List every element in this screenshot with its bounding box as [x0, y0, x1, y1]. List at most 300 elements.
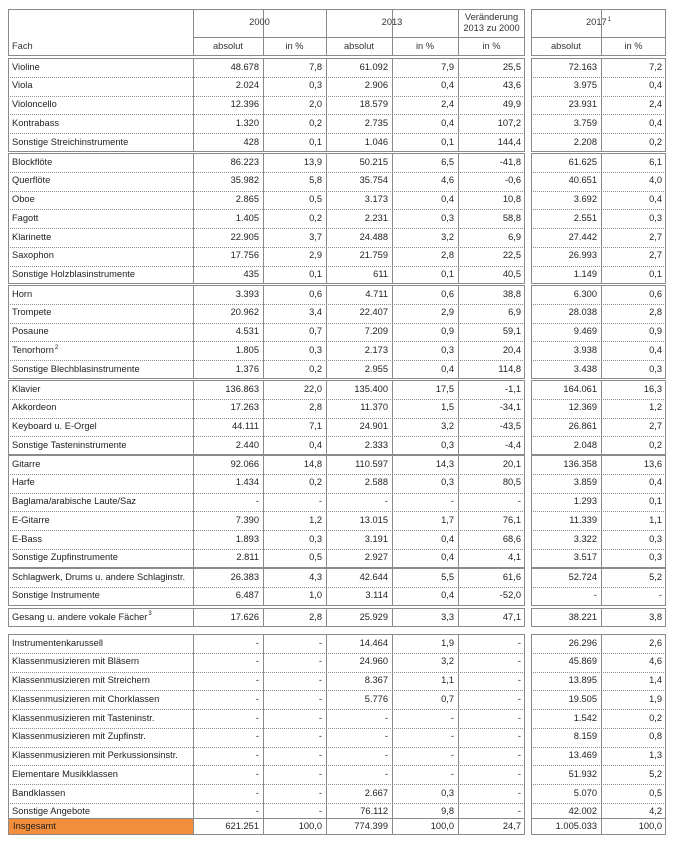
cell-chg: [458, 191, 525, 210]
cell-a2013: [326, 360, 392, 379]
cell-a2000: [193, 493, 263, 512]
cell-a2013: [326, 530, 392, 549]
cell-a2013: [326, 399, 392, 418]
cell-p2013: [392, 474, 458, 493]
cell-p2000: [263, 653, 326, 672]
cell-chg-text: -: [517, 787, 521, 798]
cell-a2000-text: -: [255, 787, 259, 798]
year-2017-header: 2017 $^1$: [585, 17, 612, 28]
cell-a2013-text: 2.927: [364, 552, 388, 563]
cell-chg-text: -: [517, 675, 521, 686]
cell-a2017-text: 26.296: [568, 637, 597, 648]
cell-a2000: [193, 474, 263, 493]
cell-p2017: [601, 784, 666, 803]
cell-p2017: [601, 228, 666, 247]
cell-p2013-text: 3,2: [441, 231, 454, 242]
cell-a2017-text: 26.861: [568, 421, 597, 432]
cell-chg: [458, 285, 525, 304]
cell-p2017: [601, 511, 666, 530]
cell-p2000: [263, 436, 326, 455]
cell-a2017: [531, 436, 601, 455]
cell-a2000: [193, 58, 263, 77]
cell-p2000-text: 13,9: [303, 156, 322, 167]
cell-chg: [458, 399, 525, 418]
cell-chg: [458, 341, 525, 360]
fach-header-text: Fach: [12, 40, 33, 51]
total-chg: [458, 818, 525, 835]
row-label: [8, 634, 193, 653]
total-a2017: [531, 818, 601, 835]
cell-a2000-text: 2.440: [235, 439, 259, 450]
cell-p2017: [601, 380, 666, 399]
cell-p2017: [601, 209, 666, 228]
row-label: [8, 765, 193, 784]
cell-p2017-text: 0,2: [649, 136, 662, 147]
cell-p2000: [263, 266, 326, 285]
row-label-text: Sonstige Instrumente: [12, 590, 100, 601]
cell-p2013-text: 0,3: [441, 212, 454, 223]
cell-p2013-text: 1,7: [441, 514, 454, 525]
cell-p2017-text: 0,4: [649, 117, 662, 128]
cell-a2000: [193, 728, 263, 747]
cell-a2013-text: 24.901: [359, 421, 388, 432]
cell-a2017-text: 28.038: [568, 307, 597, 318]
cell-chg-text: -: [517, 750, 521, 761]
cell-chg: [458, 133, 525, 152]
cell-p2013-text: 0,4: [441, 194, 454, 205]
cell-p2013: [392, 511, 458, 530]
cell-chg: [458, 380, 525, 399]
cell-p2017: [601, 709, 666, 728]
cell-p2017: [601, 323, 666, 342]
cell-chg-text: -: [517, 693, 521, 704]
cell-a2017-text: 26.993: [568, 250, 597, 261]
cell-a2000: [193, 747, 263, 766]
cell-p2000: [263, 672, 326, 691]
cell-p2013: [392, 360, 458, 379]
cell-a2017: [531, 672, 601, 691]
cell-a2000: [193, 634, 263, 653]
cell-a2000: [193, 784, 263, 803]
cell-a2013: [326, 153, 392, 172]
cell-a2013: [326, 672, 392, 691]
cell-a2000-text: 17.626: [230, 611, 259, 622]
subheader-in_pct-3-text: in %: [415, 40, 435, 51]
cell-chg: [458, 153, 525, 172]
total-a2013-text: 774.399: [354, 820, 388, 831]
cell-a2000: [193, 77, 263, 96]
cell-chg-text: -4,4: [504, 439, 521, 450]
cell-chg-text: 20,4: [502, 344, 521, 355]
row-label-text: Querflöte: [12, 175, 51, 186]
cell-a2000-text: 35.982: [230, 175, 259, 186]
cell-a2000: [193, 323, 263, 342]
cell-a2013: [326, 247, 392, 266]
cell-p2017: [601, 133, 666, 152]
row-label: [8, 247, 193, 266]
cell-a2017: [531, 228, 601, 247]
cell-p2013-text: 7,9: [441, 61, 454, 72]
row-label-text: Klassenmusizieren mit Chorklassen: [12, 693, 160, 704]
row-label: [8, 530, 193, 549]
cell-p2000-text: 0,5: [309, 194, 322, 205]
cell-a2017: [531, 634, 601, 653]
cell-chg-text: -52,0: [499, 590, 521, 601]
cell-p2017-text: 0,4: [649, 477, 662, 488]
cell-p2013: [392, 653, 458, 672]
cell-p2000: [263, 304, 326, 323]
cell-a2017-text: 3.975: [573, 80, 597, 91]
row-label-text: Blockflöte: [12, 156, 53, 167]
cell-p2017: [601, 191, 666, 210]
cell-p2013-text: 14,3: [435, 458, 454, 469]
row-label-text: Bandklassen: [12, 787, 66, 798]
cell-a2013-text: 7.209: [364, 326, 388, 337]
cell-p2000: [263, 418, 326, 437]
cell-p2000: [263, 568, 326, 587]
cell-a2017-text: 2.048: [573, 439, 597, 450]
cell-p2017: [601, 474, 666, 493]
cell-a2000: [193, 228, 263, 247]
cell-p2013: [392, 304, 458, 323]
cell-a2013-text: 35.754: [359, 175, 388, 186]
cell-p2000-text: -: [318, 496, 322, 507]
cell-chg-text: 43,6: [502, 80, 521, 91]
cell-chg: [458, 530, 525, 549]
cell-a2013: [326, 653, 392, 672]
row-label: [8, 690, 193, 709]
cell-p2013-text: 5,5: [441, 571, 454, 582]
cell-p2017: [601, 653, 666, 672]
cell-p2017-text: 2,6: [649, 637, 662, 648]
year-2000-header-text: 2000: [249, 17, 270, 28]
cell-p2017-text: 7,2: [649, 61, 662, 72]
cell-p2013: [392, 228, 458, 247]
row-label-text: Sonstige Angebote: [12, 806, 91, 817]
cell-a2013: [326, 341, 392, 360]
row-label-text: Klassenmusizieren mit Streichern: [12, 675, 150, 686]
cell-chg: [458, 418, 525, 437]
cell-p2013: [392, 114, 458, 133]
cell-a2017: [531, 247, 601, 266]
row-label-text: Sonstige Zupfinstrumente: [12, 552, 118, 563]
cell-a2000-text: 435: [243, 269, 259, 280]
cell-p2000: [263, 634, 326, 653]
cell-p2000-text: 0,3: [309, 533, 322, 544]
cell-a2017-text: 13.469: [568, 750, 597, 761]
cell-p2017: [601, 341, 666, 360]
cell-a2017-text: 13.895: [568, 675, 597, 686]
cell-p2017: [601, 114, 666, 133]
row-label: [8, 728, 193, 747]
cell-a2017-text: 3.692: [573, 194, 597, 205]
total-a2017-text: 1.005.033: [555, 820, 597, 831]
row-label: [8, 133, 193, 152]
cell-a2000-text: 86.223: [230, 156, 259, 167]
cell-p2000-text: -: [318, 693, 322, 704]
cell-a2013-text: 25.929: [359, 611, 388, 622]
row-label-text: Kontrabass: [12, 117, 60, 128]
cell-chg: [458, 96, 525, 115]
row-label-text: Klassenmusizieren mit Tasteninstr.: [12, 712, 155, 723]
cell-a2017-text: 3.759: [573, 117, 597, 128]
cell-p2000-text: 5,8: [309, 175, 322, 186]
cell-a2013: [326, 511, 392, 530]
cell-a2000-text: 1.320: [235, 117, 259, 128]
cell-p2000-text: 0,5: [309, 552, 322, 563]
subheader-absolut-0: [193, 37, 263, 56]
cell-a2000-text: -: [255, 731, 259, 742]
subheader-in_pct-1: [263, 37, 326, 56]
cell-p2017-text: 0,3: [649, 552, 662, 563]
cell-p2017-text: 2,8: [649, 307, 662, 318]
cell-p2013-text: 0,4: [441, 363, 454, 374]
row-label-text: Klarinette: [12, 231, 52, 242]
cell-chg-text: 22,5: [502, 250, 521, 261]
subheader-absolut-5-text: absolut: [551, 40, 581, 51]
row-label-text: Posaune: [12, 326, 49, 337]
cell-p2000-text: 14,8: [303, 458, 322, 469]
cell-chg-text: -1,1: [504, 383, 521, 394]
row-label: [8, 114, 193, 133]
cell-chg: [458, 474, 525, 493]
cell-p2013: [392, 285, 458, 304]
cell-p2000: [263, 58, 326, 77]
cell-a2013-text: 2.588: [364, 477, 388, 488]
cell-p2013-text: 6,5: [441, 156, 454, 167]
subheader-in_pct-3: [392, 37, 458, 56]
cell-chg: [458, 228, 525, 247]
cell-p2000-text: -: [318, 712, 322, 723]
cell-a2013-text: 14.464: [359, 637, 388, 648]
cell-chg: [458, 511, 525, 530]
row-label-text: Violoncello: [12, 99, 57, 110]
subheader-absolut-0-text: absolut: [213, 40, 243, 51]
cell-chg: [458, 77, 525, 96]
cell-a2013: [326, 172, 392, 191]
cell-p2017-text: 0,3: [649, 363, 662, 374]
cell-p2017-text: 0,1: [649, 269, 662, 280]
row-label: [8, 511, 193, 530]
cell-a2017: [531, 549, 601, 568]
cell-p2000-text: 1,2: [309, 514, 322, 525]
row-label: [8, 672, 193, 691]
cell-p2017: [601, 747, 666, 766]
cell-p2017-text: 3,8: [649, 611, 662, 622]
cell-a2013-text: 24.960: [359, 656, 388, 667]
cell-p2000: [263, 285, 326, 304]
cell-p2017-text: 0,5: [649, 787, 662, 798]
cell-a2017: [531, 96, 601, 115]
row-label: [8, 228, 193, 247]
cell-p2017-text: 0,2: [649, 439, 662, 450]
cell-chg-text: 76,1: [502, 514, 521, 525]
subheader-in_pct-4-text: in %: [482, 40, 501, 51]
cell-a2013-text: -: [384, 731, 388, 742]
cell-p2000-text: 0,2: [309, 477, 322, 488]
row-label: [8, 191, 193, 210]
cell-a2017-text: 19.505: [568, 693, 597, 704]
cell-chg-text: -0,6: [504, 175, 521, 186]
total-a2013: [326, 818, 392, 835]
row-label: [8, 77, 193, 96]
cell-a2017-text: 51.932: [568, 768, 597, 779]
fach-header: [8, 37, 193, 56]
cell-chg: [458, 209, 525, 228]
cell-p2000-text: -: [318, 806, 322, 817]
cell-a2013-text: 13.015: [359, 514, 388, 525]
cell-a2013: [326, 58, 392, 77]
cell-a2000: [193, 549, 263, 568]
row-label: [8, 399, 193, 418]
cell-a2017-text: 9.469: [573, 326, 597, 337]
cell-a2000: [193, 133, 263, 152]
cell-chg-text: 40,5: [502, 269, 521, 280]
cell-p2000: [263, 493, 326, 512]
cell-a2017-text: 5.070: [573, 787, 597, 798]
row-label-text: Klavier: [12, 383, 41, 394]
cell-a2013-text: 2.906: [364, 80, 388, 91]
cell-p2017: [601, 493, 666, 512]
cell-chg: [458, 634, 525, 653]
cell-p2013: [392, 436, 458, 455]
cell-chg-text: 4,1: [508, 552, 521, 563]
cell-a2000: [193, 266, 263, 285]
row-label-text: Keyboard u. E-Orgel: [12, 421, 97, 432]
cell-p2013: [392, 96, 458, 115]
cell-a2013-text: 24.488: [359, 231, 388, 242]
cell-p2013-text: 0,4: [441, 80, 454, 91]
total-p2000-text: 100,0: [298, 820, 322, 831]
cell-p2013-text: 3,2: [441, 421, 454, 432]
cell-a2017-text: 12.369: [568, 402, 597, 413]
cell-a2017: [531, 266, 601, 285]
cell-a2017: [531, 493, 601, 512]
cell-p2013-text: -: [450, 712, 454, 723]
cell-a2017: [531, 474, 601, 493]
cell-p2000-text: 7,1: [309, 421, 322, 432]
cell-a2000: [193, 653, 263, 672]
cell-p2000: [263, 228, 326, 247]
cell-a2013-text: 5.776: [364, 693, 388, 704]
cell-chg: [458, 690, 525, 709]
cell-p2000: [263, 690, 326, 709]
total-p2000: [263, 818, 326, 835]
cell-a2000: [193, 285, 263, 304]
cell-p2013: [392, 247, 458, 266]
row-label-text: Klassenmusizieren mit Bläsern: [12, 656, 140, 667]
cell-p2000-text: 22,0: [303, 383, 322, 394]
cell-a2000-text: 1.376: [235, 363, 259, 374]
cell-p2000: [263, 191, 326, 210]
cell-p2017-text: 4,6: [649, 656, 662, 667]
row-label: [8, 304, 193, 323]
cell-a2017-text: 3.517: [573, 552, 597, 563]
cell-p2017: [601, 455, 666, 474]
cell-chg-text: -34,1: [499, 402, 521, 413]
cell-a2013: [326, 474, 392, 493]
cell-p2017-text: 5,2: [649, 571, 662, 582]
cell-a2013-text: 76.112: [360, 806, 388, 817]
row-label: [8, 436, 193, 455]
cell-a2000-text: -: [255, 637, 259, 648]
cell-p2013: [392, 747, 458, 766]
cell-p2013-text: -: [450, 731, 454, 742]
year-2013-header-text: 2013: [381, 17, 403, 28]
cell-a2013: [326, 608, 392, 627]
cell-p2017-text: 0,1: [649, 496, 662, 507]
row-label: [8, 418, 193, 437]
cell-p2013: [392, 418, 458, 437]
row-label-text: Schlagwerk, Drums u. andere Schlaginstr.: [12, 571, 186, 582]
cell-chg-text: -43,5: [499, 421, 521, 432]
total-a2000-text: 621.251: [225, 820, 259, 831]
cell-a2017: [531, 709, 601, 728]
cell-p2013: [392, 549, 458, 568]
cell-p2017: [601, 360, 666, 379]
cell-a2000: [193, 247, 263, 266]
cell-p2017-text: 1,1: [649, 514, 662, 525]
cell-a2013-text: 3.114: [365, 590, 388, 601]
cell-a2000-text: 2.811: [236, 552, 259, 563]
cell-p2013: [392, 455, 458, 474]
year-2013-header: [326, 9, 458, 37]
cell-chg: [458, 323, 525, 342]
cell-p2013-text: 1,9: [441, 637, 454, 648]
row-label-text: Oboe: [12, 194, 35, 205]
cell-p2017-text: 0,8: [649, 731, 662, 742]
cell-p2013: [392, 530, 458, 549]
cell-chg-text: 38,8: [502, 288, 521, 299]
cell-chg-text: 6,9: [508, 307, 521, 318]
subheader-absolut-2-text: absolut: [344, 40, 374, 51]
cell-a2013: [326, 634, 392, 653]
cell-a2000-text: 6.487: [235, 590, 259, 601]
cell-a2017: [531, 77, 601, 96]
cell-a2000-text: 22.905: [230, 231, 259, 242]
cell-p2017-text: 0,2: [649, 712, 662, 723]
cell-a2017: [531, 530, 601, 549]
cell-a2017-text: 72.163: [568, 61, 597, 72]
cell-chg: [458, 360, 525, 379]
cell-a2013-text: 11.370: [360, 402, 388, 413]
cell-chg-text: -41,8: [499, 156, 521, 167]
cell-chg: [458, 653, 525, 672]
cell-p2013: [392, 58, 458, 77]
row-label-text: E-Bass: [12, 533, 42, 544]
cell-a2013-text: 135.400: [354, 383, 388, 394]
cell-a2017-text: 27.442: [568, 231, 597, 242]
cell-p2013: [392, 266, 458, 285]
cell-p2013: [392, 341, 458, 360]
cell-p2000: [263, 380, 326, 399]
cell-a2000: [193, 191, 263, 210]
cell-chg-text: 10,8: [502, 194, 521, 205]
cell-p2017: [601, 58, 666, 77]
row-label: [8, 549, 193, 568]
cell-a2000-text: 136.863: [225, 383, 259, 394]
cell-p2000-text: 0,2: [309, 363, 322, 374]
row-label: [8, 587, 193, 606]
cell-p2013-text: 3,3: [441, 611, 454, 622]
cell-p2017: [601, 690, 666, 709]
cell-a2013: [326, 380, 392, 399]
cell-p2017: [601, 399, 666, 418]
cell-a2013-text: 2.173: [364, 344, 388, 355]
cell-p2000-text: -: [318, 768, 322, 779]
row-label-text: E-Gitarre: [12, 514, 50, 525]
cell-p2013-text: 0,3: [441, 477, 454, 488]
